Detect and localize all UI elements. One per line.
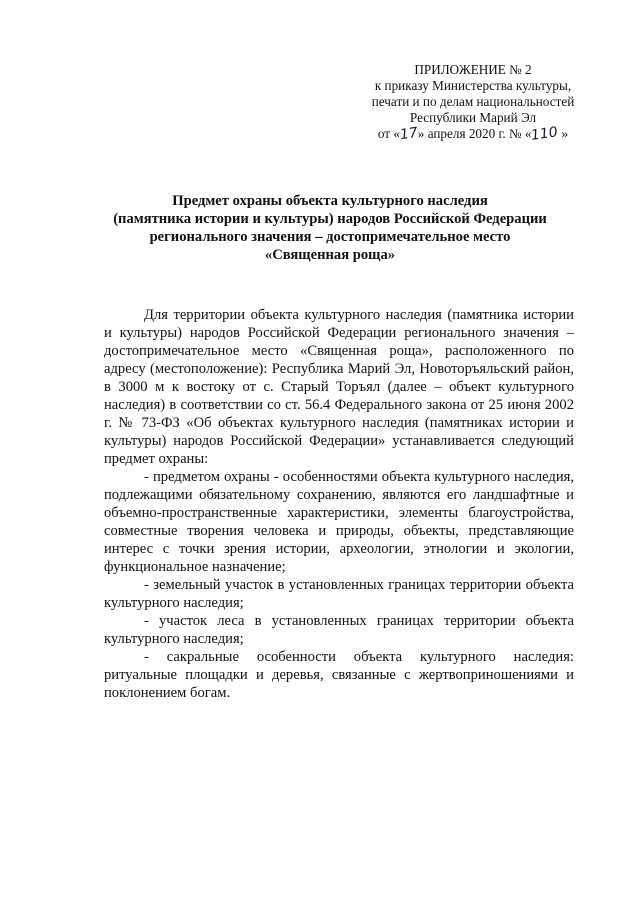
document-heading bbox=[80, 192, 580, 264]
protection-item: - земельный участок в установленных границах территории объекта культурного наследия; bbox=[104, 577, 574, 611]
appendix-title: ПРИЛОЖЕНИЕ № 2 bbox=[414, 62, 532, 77]
heading-line-4: «Священная роща» bbox=[264, 247, 396, 263]
appendix-ministry-line: печати и по делам национальностей bbox=[371, 94, 575, 109]
date-suffix: » bbox=[558, 126, 569, 141]
heading-line-2: (памятника истории и культуры) народов Российской Федерации bbox=[113, 211, 547, 227]
date-middle: » апреля 2020 г. № « bbox=[417, 126, 532, 141]
protection-item: - участок леса в установленных границах территории объекта культурного наследия; bbox=[104, 613, 574, 647]
protection-item: - сакральные особенности объекта культурного наследия: ритуальные площадки и деревья, связанные с жертвоприношениями и поклонением богам. bbox=[104, 649, 574, 701]
document-body bbox=[104, 306, 574, 702]
appendix-order-line: к приказу Министерства культуры, bbox=[374, 78, 572, 93]
intro-paragraph: Для территории объекта культурного наследия (памятника истории и культуры) народов Российской Федерации регионального значения – достопримечательное место «Священная роща», расположенного по адресу (местоположение): Республика Марий Эл, Новоторъяльский район, в 3000 м к востоку от с. Старый Торъял (далее – объект культурного наследия) в соответствии со ст. 56.4 Федерального закона от 25 июня 2002 г. № 73-ФЗ «Об объектах культурного наследия (памятниках истории и культуры) народов Российской Федерации» устанавливается следующий предмет охраны: bbox=[104, 307, 574, 467]
date-prefix: от « bbox=[377, 126, 400, 141]
appendix-block bbox=[358, 62, 588, 142]
appendix-republic-line: Республики Марий Эл bbox=[409, 110, 537, 125]
handwritten-number: 110 bbox=[530, 124, 560, 144]
appendix-date-line bbox=[358, 126, 588, 142]
handwritten-day: 17 bbox=[398, 124, 419, 144]
protection-item: - предметом охраны - особенностями объекта культурного наследия, подлежащими обязательному сохранению, являются его ландшафтные и объемно-пространственные характеристики, элементы благоустройства, совместные творения человека и природы, объекты, представляющие интерес с точки зрения истории, археологии, этнологии и экологии, функциональное назначение; bbox=[104, 469, 574, 575]
heading-line-1: Предмет охраны объекта культурного наследия bbox=[172, 193, 488, 209]
heading-line-3: регионального значения – достопримечательное место bbox=[149, 229, 511, 245]
